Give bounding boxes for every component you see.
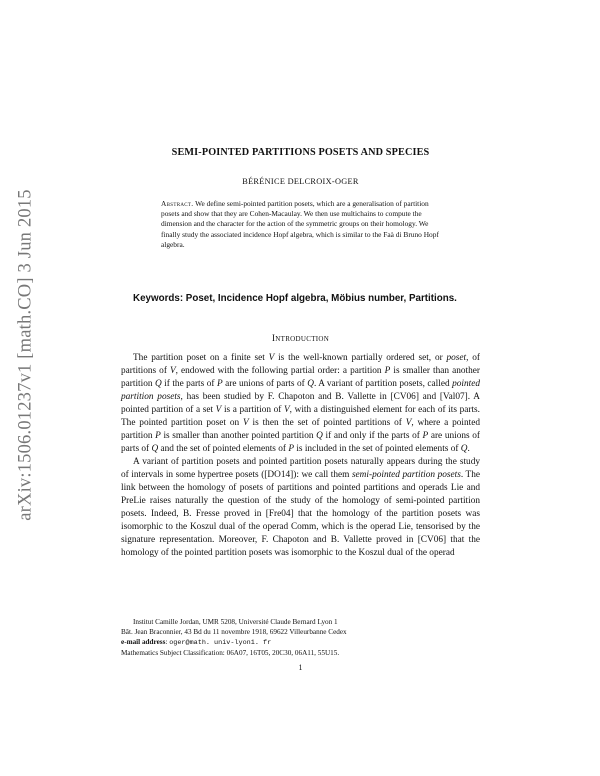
paper-title: SEMI-POINTED PARTITIONS POSETS AND SPECIES (171, 147, 430, 158)
affiliation-line-2: Bât. Jean Braconnier, 43 Bd du 11 novembre 1918, 69622 Villeurbanne Cedex (121, 628, 347, 636)
email-address[interactable]: oger@math. univ-lyon1. fr (169, 639, 272, 647)
affiliation-line-1: Institut Camille Jordan, UMR 5208, Université Claude Bernard Lyon 1 (133, 618, 338, 626)
arxiv-identifier: arXiv:1506.01237v1 [math.CO] 3 Jun 2015 (15, 189, 36, 521)
paper-author: BÉRÉNICE DELCROIX-OGER (242, 177, 359, 186)
paragraph-1: The partition poset on a finite set V is the well-known partially ordered set, or poset, of partitions of V, endowed with the following partial order: a partition P is smaller than another partition Q if the parts of P are unions of parts of Q. A variant of partition posets, called pointed partition posets, has been studied by F. Chapoton and B. Vallette in [CV06] and [Val07]. A pointed partition of a set V is a partition of V, with a distinguished element for each of its parts. The pointed partition poset on V is then the set of pointed partitions of V, where a pointed partition P is smaller than another pointed partition Q if and only if the parts of P are unions of parts of Q and the set of pointed elements of P is included in the set of pointed elements of Q. (121, 353, 481, 454)
introduction-body (121, 352, 480, 560)
keywords: Keywords: Poset, Incidence Hopf algebra, Möbius number, Partitions. (133, 293, 457, 304)
author-footnote (121, 617, 480, 658)
msc-line: Mathematics Subject Classification: 06A07, 16T05, 20C30, 06A11, 55U15. (121, 649, 340, 657)
page-number: 1 (298, 663, 303, 672)
section-heading-introduction: Introduction (271, 334, 330, 344)
abstract-label: Abstract. (161, 199, 194, 208)
abstract-text: We define semi-pointed partition posets, which are a generalisation of partition posets and show that they are Cohen-Macaulay. We then use multichains to compute the dimension and the character for the action of the symmetric groups on their homology. We finally study the associated incidence Hopf algebra, which is similar to the Faà di Bruno Hopf algebra. (161, 199, 439, 249)
email-label: e-mail address (121, 638, 166, 646)
email-line: e-mail address: oger@math. univ-lyon1. fr (121, 638, 272, 647)
arxiv-margin-stamp (6, 120, 46, 590)
paragraph-2: A variant of partition posets and pointed partition posets naturally appears during the study of intervals in some hypertree posets ([DO14]): we call them semi-pointed partition posets. The link between the homology of posets of partitions and pointed partitions and operads Lie and PreLie raises naturally the question of the study of the homology of semi-pointed partition posets. Indeed, B. Fresse proved in [Fre04] that the homology of the partition posets was isomorphic to the Koszul dual of the operad Comm, which is the operad Lie, tensorised by the signature representation. Moreover, F. Chapoton and B. Vallette proved in [CV06] that the homology of the pointed partition posets was isomorphic to the Koszul dual of the operad (121, 457, 480, 558)
abstract (161, 199, 440, 250)
